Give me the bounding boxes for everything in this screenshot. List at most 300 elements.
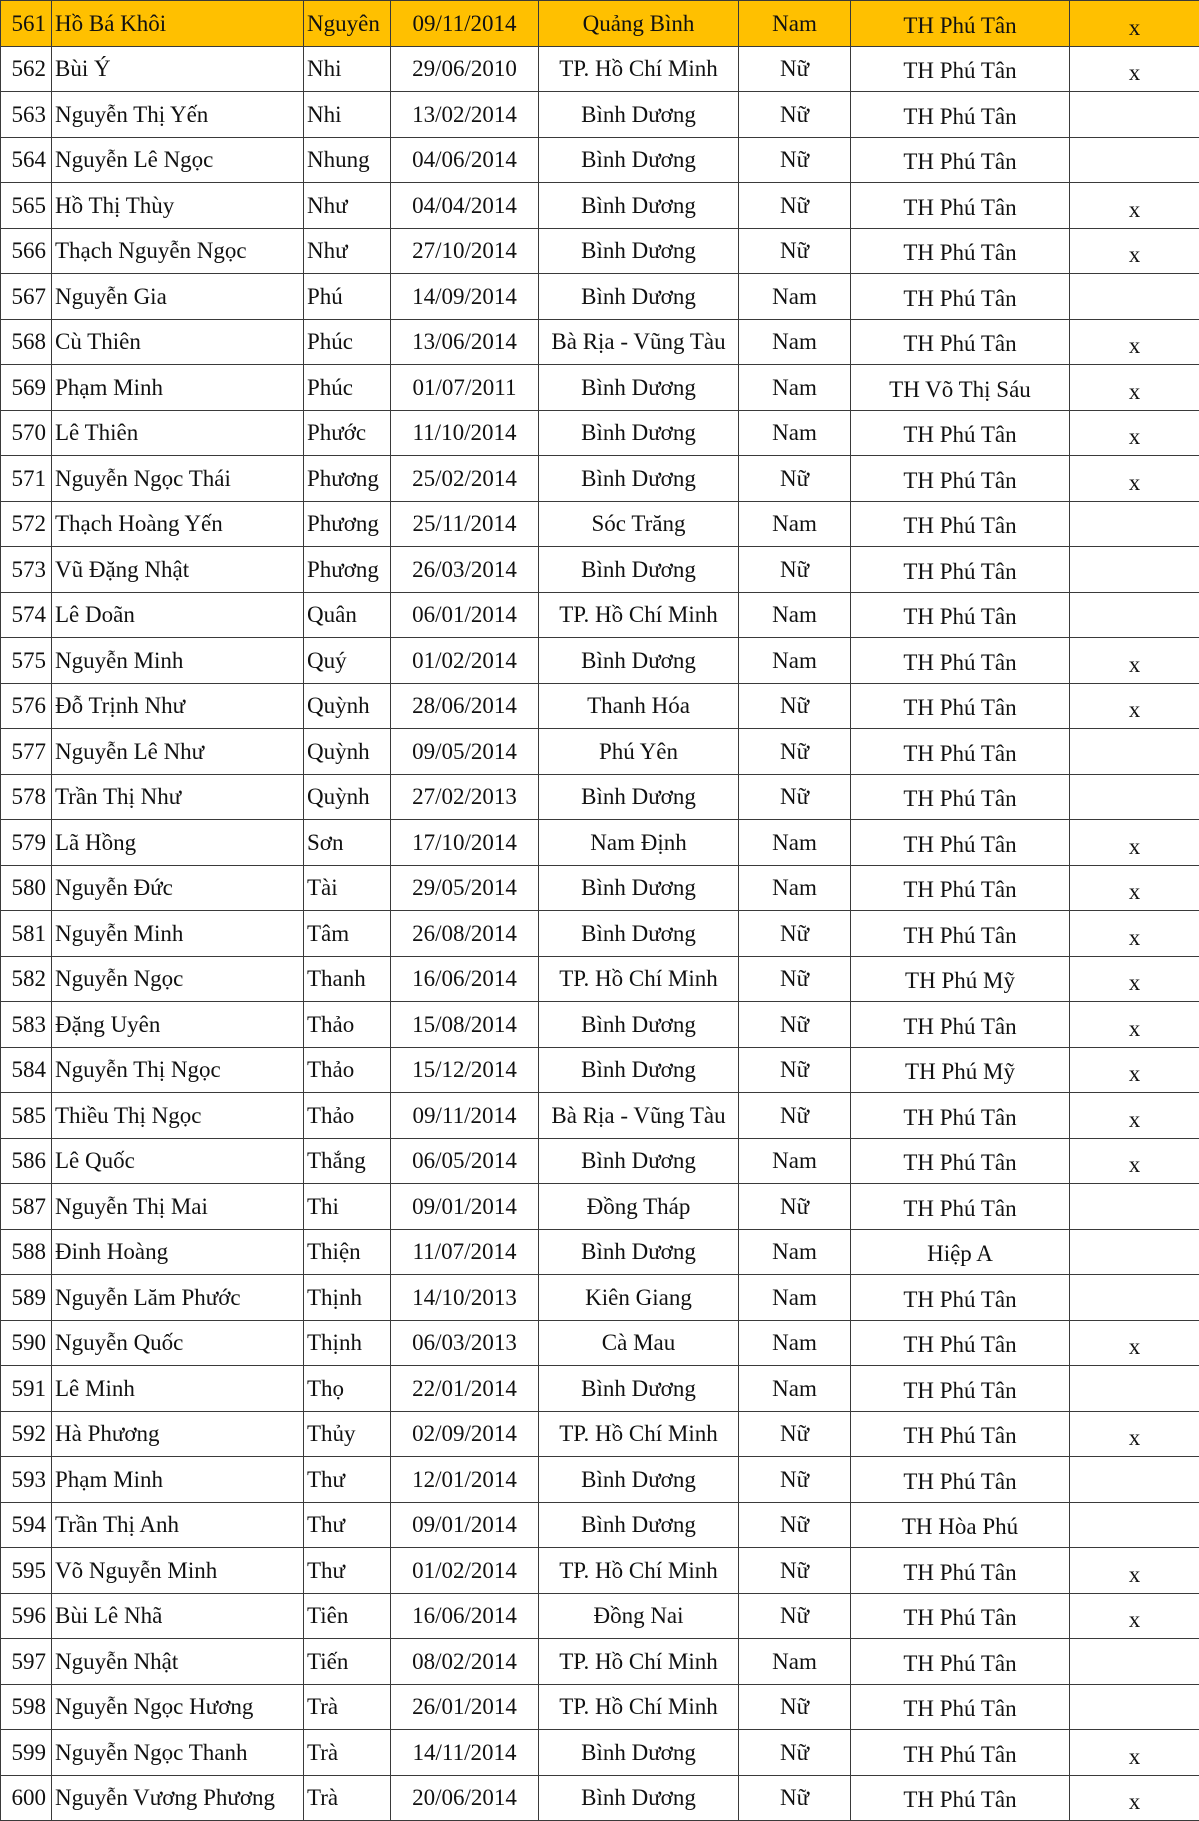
row-number-cell[interactable]: 571 — [1, 456, 52, 502]
gender-cell[interactable]: Nam — [739, 1138, 851, 1184]
last-middle-name-cell[interactable]: Đỗ Trịnh Như — [52, 683, 304, 729]
last-middle-name-cell[interactable]: Nguyễn Thị Mai — [52, 1184, 304, 1230]
mark-cell[interactable] — [1070, 1684, 1199, 1730]
school-cell[interactable]: TH Phú Tân — [851, 820, 1070, 866]
school-cell[interactable]: TH Phú Tân — [851, 1593, 1070, 1639]
birth-place-cell[interactable]: Bình Dương — [539, 1775, 739, 1821]
school-cell[interactable]: TH Phú Tân — [851, 729, 1070, 775]
school-cell[interactable]: TH Phú Tân — [851, 1457, 1070, 1503]
last-middle-name-cell[interactable]: Cù Thiên — [52, 319, 304, 365]
first-name-cell[interactable]: Quỳnh — [304, 729, 391, 775]
gender-cell[interactable]: Nam — [739, 1, 851, 47]
mark-cell[interactable] — [1070, 729, 1199, 775]
first-name-cell[interactable]: Nhung — [304, 137, 391, 183]
birth-place-cell[interactable]: Bình Dương — [539, 137, 739, 183]
table-row[interactable] — [1, 365, 1199, 411]
row-number-cell[interactable]: 564 — [1, 137, 52, 183]
birth-date-cell[interactable]: 14/11/2014 — [391, 1730, 539, 1776]
birth-date-cell[interactable]: 13/06/2014 — [391, 319, 539, 365]
row-number-cell[interactable]: 570 — [1, 410, 52, 456]
birth-place-cell[interactable]: Đồng Tháp — [539, 1184, 739, 1230]
gender-cell[interactable]: Nữ — [739, 1502, 851, 1548]
birth-place-cell[interactable]: TP. Hồ Chí Minh — [539, 592, 739, 638]
table-row[interactable] — [1, 1457, 1199, 1503]
table-row[interactable] — [1, 729, 1199, 775]
birth-place-cell[interactable]: TP. Hồ Chí Minh — [539, 46, 739, 92]
school-cell[interactable]: TH Phú Tân — [851, 1093, 1070, 1139]
mark-cell[interactable]: x — [1070, 865, 1199, 911]
gender-cell[interactable]: Nữ — [739, 1548, 851, 1594]
school-cell[interactable]: TH Phú Tân — [851, 1730, 1070, 1776]
last-middle-name-cell[interactable]: Hà Phương — [52, 1411, 304, 1457]
last-middle-name-cell[interactable]: Lê Quốc — [52, 1138, 304, 1184]
birth-date-cell[interactable]: 12/01/2014 — [391, 1457, 539, 1503]
row-number-cell[interactable]: 566 — [1, 228, 52, 274]
table-row[interactable] — [1, 46, 1199, 92]
table-row[interactable] — [1, 774, 1199, 820]
gender-cell[interactable]: Nam — [739, 638, 851, 684]
mark-cell[interactable] — [1070, 274, 1199, 320]
school-cell[interactable]: TH Phú Tân — [851, 274, 1070, 320]
birth-date-cell[interactable]: 25/02/2014 — [391, 456, 539, 502]
school-cell[interactable]: TH Phú Tân — [851, 501, 1070, 547]
mark-cell[interactable]: x — [1070, 456, 1199, 502]
last-middle-name-cell[interactable]: Nguyễn Minh — [52, 911, 304, 957]
mark-cell[interactable]: x — [1070, 365, 1199, 411]
last-middle-name-cell[interactable]: Nguyễn Đức — [52, 865, 304, 911]
table-row[interactable] — [1, 1275, 1199, 1321]
birth-place-cell[interactable]: Kiên Giang — [539, 1275, 739, 1321]
birth-place-cell[interactable]: Bình Dương — [539, 1229, 739, 1275]
gender-cell[interactable]: Nữ — [739, 46, 851, 92]
last-middle-name-cell[interactable]: Nguyễn Gia — [52, 274, 304, 320]
row-number-cell[interactable]: 600 — [1, 1775, 52, 1821]
birth-date-cell[interactable]: 26/01/2014 — [391, 1684, 539, 1730]
gender-cell[interactable]: Nữ — [739, 137, 851, 183]
birth-place-cell[interactable]: TP. Hồ Chí Minh — [539, 1548, 739, 1594]
row-number-cell[interactable]: 582 — [1, 956, 52, 1002]
last-middle-name-cell[interactable]: Nguyễn Quốc — [52, 1320, 304, 1366]
last-middle-name-cell[interactable]: Lê Doãn — [52, 592, 304, 638]
last-middle-name-cell[interactable]: Vũ Đặng Nhật — [52, 547, 304, 593]
first-name-cell[interactable]: Quỳnh — [304, 774, 391, 820]
birth-place-cell[interactable]: Bình Dương — [539, 547, 739, 593]
first-name-cell[interactable]: Thọ — [304, 1366, 391, 1412]
mark-cell[interactable] — [1070, 92, 1199, 138]
first-name-cell[interactable]: Phương — [304, 501, 391, 547]
school-cell[interactable]: TH Phú Mỹ — [851, 956, 1070, 1002]
birth-date-cell[interactable]: 02/09/2014 — [391, 1411, 539, 1457]
last-middle-name-cell[interactable]: Phạm Minh — [52, 1457, 304, 1503]
row-number-cell[interactable]: 584 — [1, 1047, 52, 1093]
birth-date-cell[interactable]: 26/08/2014 — [391, 911, 539, 957]
table-row[interactable] — [1, 228, 1199, 274]
birth-date-cell[interactable]: 27/10/2014 — [391, 228, 539, 274]
mark-cell[interactable]: x — [1070, 1093, 1199, 1139]
first-name-cell[interactable]: Thảo — [304, 1047, 391, 1093]
last-middle-name-cell[interactable]: Nguyễn Vương Phương — [52, 1775, 304, 1821]
gender-cell[interactable]: Nam — [739, 274, 851, 320]
table-row[interactable] — [1, 1684, 1199, 1730]
birth-place-cell[interactable]: Bà Rịa - Vũng Tàu — [539, 1093, 739, 1139]
table-row[interactable] — [1, 592, 1199, 638]
row-number-cell[interactable]: 583 — [1, 1002, 52, 1048]
birth-date-cell[interactable]: 29/05/2014 — [391, 865, 539, 911]
table-row[interactable] — [1, 1502, 1199, 1548]
birth-date-cell[interactable]: 06/03/2013 — [391, 1320, 539, 1366]
last-middle-name-cell[interactable]: Lã Hồng — [52, 820, 304, 866]
first-name-cell[interactable]: Thanh — [304, 956, 391, 1002]
last-middle-name-cell[interactable]: Bùi Lê Nhã — [52, 1593, 304, 1639]
birth-date-cell[interactable]: 09/01/2014 — [391, 1502, 539, 1548]
birth-date-cell[interactable]: 09/11/2014 — [391, 1093, 539, 1139]
row-number-cell[interactable]: 594 — [1, 1502, 52, 1548]
table-row[interactable] — [1, 547, 1199, 593]
last-middle-name-cell[interactable]: Đặng Uyên — [52, 1002, 304, 1048]
gender-cell[interactable]: Nam — [739, 410, 851, 456]
row-number-cell[interactable]: 567 — [1, 274, 52, 320]
mark-cell[interactable]: x — [1070, 911, 1199, 957]
mark-cell[interactable]: x — [1070, 820, 1199, 866]
last-middle-name-cell[interactable]: Nguyễn Minh — [52, 638, 304, 684]
birth-date-cell[interactable]: 11/10/2014 — [391, 410, 539, 456]
row-number-cell[interactable]: 580 — [1, 865, 52, 911]
table-row[interactable] — [1, 1047, 1199, 1093]
birth-date-cell[interactable]: 13/02/2014 — [391, 92, 539, 138]
row-number-cell[interactable]: 561 — [1, 1, 52, 47]
row-number-cell[interactable]: 599 — [1, 1730, 52, 1776]
first-name-cell[interactable]: Thư — [304, 1548, 391, 1594]
row-number-cell[interactable]: 598 — [1, 1684, 52, 1730]
birth-date-cell[interactable]: 16/06/2014 — [391, 1593, 539, 1639]
gender-cell[interactable]: Nữ — [739, 1457, 851, 1503]
table-row[interactable] — [1, 1184, 1199, 1230]
first-name-cell[interactable]: Thủy — [304, 1411, 391, 1457]
school-cell[interactable]: TH Phú Tân — [851, 1, 1070, 47]
last-middle-name-cell[interactable]: Nguyễn Ngọc Thanh — [52, 1730, 304, 1776]
birth-date-cell[interactable]: 04/04/2014 — [391, 183, 539, 229]
last-middle-name-cell[interactable]: Nguyễn Ngọc — [52, 956, 304, 1002]
school-cell[interactable]: TH Phú Mỹ — [851, 1047, 1070, 1093]
birth-place-cell[interactable]: TP. Hồ Chí Minh — [539, 1411, 739, 1457]
birth-place-cell[interactable]: Bình Dương — [539, 1457, 739, 1503]
gender-cell[interactable]: Nam — [739, 319, 851, 365]
gender-cell[interactable]: Nữ — [739, 911, 851, 957]
birth-place-cell[interactable]: Sóc Trăng — [539, 501, 739, 547]
row-number-cell[interactable]: 590 — [1, 1320, 52, 1366]
gender-cell[interactable]: Nữ — [739, 1730, 851, 1776]
mark-cell[interactable] — [1070, 547, 1199, 593]
gender-cell[interactable]: Nữ — [739, 92, 851, 138]
birth-date-cell[interactable]: 26/03/2014 — [391, 547, 539, 593]
gender-cell[interactable]: Nữ — [739, 1775, 851, 1821]
first-name-cell[interactable]: Phương — [304, 456, 391, 502]
birth-date-cell[interactable]: 29/06/2010 — [391, 46, 539, 92]
birth-place-cell[interactable]: Bình Dương — [539, 274, 739, 320]
school-cell[interactable]: TH Võ Thị Sáu — [851, 365, 1070, 411]
gender-cell[interactable]: Nam — [739, 592, 851, 638]
gender-cell[interactable]: Nam — [739, 1229, 851, 1275]
first-name-cell[interactable]: Tiên — [304, 1593, 391, 1639]
table-row[interactable] — [1, 1775, 1199, 1821]
first-name-cell[interactable]: Nguyên — [304, 1, 391, 47]
first-name-cell[interactable]: Thư — [304, 1457, 391, 1503]
school-cell[interactable]: TH Phú Tân — [851, 1275, 1070, 1321]
row-number-cell[interactable]: 586 — [1, 1138, 52, 1184]
gender-cell[interactable]: Nữ — [739, 956, 851, 1002]
birth-date-cell[interactable]: 04/06/2014 — [391, 137, 539, 183]
school-cell[interactable]: TH Phú Tân — [851, 865, 1070, 911]
birth-date-cell[interactable]: 17/10/2014 — [391, 820, 539, 866]
row-number-cell[interactable]: 592 — [1, 1411, 52, 1457]
birth-date-cell[interactable]: 20/06/2014 — [391, 1775, 539, 1821]
table-row[interactable] — [1, 1639, 1199, 1685]
birth-date-cell[interactable]: 09/11/2014 — [391, 1, 539, 47]
school-cell[interactable]: TH Hòa Phú — [851, 1502, 1070, 1548]
first-name-cell[interactable]: Thắng — [304, 1138, 391, 1184]
mark-cell[interactable]: x — [1070, 1775, 1199, 1821]
table-row[interactable] — [1, 274, 1199, 320]
table-row[interactable] — [1, 137, 1199, 183]
last-middle-name-cell[interactable]: Hồ Bá Khôi — [52, 1, 304, 47]
birth-date-cell[interactable]: 08/02/2014 — [391, 1639, 539, 1685]
school-cell[interactable]: TH Phú Tân — [851, 774, 1070, 820]
mark-cell[interactable]: x — [1070, 1, 1199, 47]
first-name-cell[interactable]: Phúc — [304, 365, 391, 411]
row-number-cell[interactable]: 589 — [1, 1275, 52, 1321]
row-number-cell[interactable]: 595 — [1, 1548, 52, 1594]
school-cell[interactable]: Hiệp A — [851, 1229, 1070, 1275]
birth-place-cell[interactable]: Bình Dương — [539, 1366, 739, 1412]
birth-date-cell[interactable]: 01/02/2014 — [391, 1548, 539, 1594]
birth-place-cell[interactable]: Bình Dương — [539, 1047, 739, 1093]
last-middle-name-cell[interactable]: Lê Minh — [52, 1366, 304, 1412]
birth-place-cell[interactable]: Bình Dương — [539, 365, 739, 411]
first-name-cell[interactable]: Tâm — [304, 911, 391, 957]
table-row[interactable] — [1, 1411, 1199, 1457]
last-middle-name-cell[interactable]: Thạch Nguyễn Ngọc — [52, 228, 304, 274]
birth-date-cell[interactable]: 27/02/2013 — [391, 774, 539, 820]
gender-cell[interactable]: Nam — [739, 820, 851, 866]
row-number-cell[interactable]: 591 — [1, 1366, 52, 1412]
first-name-cell[interactable]: Quý — [304, 638, 391, 684]
mark-cell[interactable] — [1070, 137, 1199, 183]
last-middle-name-cell[interactable]: Nguyễn Ngọc Thái — [52, 456, 304, 502]
table-row[interactable] — [1, 638, 1199, 684]
mark-cell[interactable]: x — [1070, 1138, 1199, 1184]
gender-cell[interactable]: Nam — [739, 1639, 851, 1685]
school-cell[interactable]: TH Phú Tân — [851, 592, 1070, 638]
mark-cell[interactable]: x — [1070, 319, 1199, 365]
mark-cell[interactable] — [1070, 1275, 1199, 1321]
row-number-cell[interactable]: 575 — [1, 638, 52, 684]
table-row[interactable] — [1, 1093, 1199, 1139]
table-row[interactable] — [1, 1730, 1199, 1776]
last-middle-name-cell[interactable]: Nguyễn Lăm Phước — [52, 1275, 304, 1321]
school-cell[interactable]: TH Phú Tân — [851, 1138, 1070, 1184]
row-number-cell[interactable]: 569 — [1, 365, 52, 411]
first-name-cell[interactable]: Thịnh — [304, 1320, 391, 1366]
row-number-cell[interactable]: 576 — [1, 683, 52, 729]
mark-cell[interactable] — [1070, 1502, 1199, 1548]
first-name-cell[interactable]: Nhi — [304, 46, 391, 92]
birth-place-cell[interactable]: Cà Mau — [539, 1320, 739, 1366]
gender-cell[interactable]: Nữ — [739, 1593, 851, 1639]
birth-date-cell[interactable]: 15/08/2014 — [391, 1002, 539, 1048]
gender-cell[interactable]: Nam — [739, 365, 851, 411]
row-number-cell[interactable]: 579 — [1, 820, 52, 866]
last-middle-name-cell[interactable]: Đinh Hoàng — [52, 1229, 304, 1275]
gender-cell[interactable]: Nữ — [739, 1002, 851, 1048]
birth-place-cell[interactable]: Đồng Nai — [539, 1593, 739, 1639]
birth-place-cell[interactable]: Thanh Hóa — [539, 683, 739, 729]
row-number-cell[interactable]: 562 — [1, 46, 52, 92]
gender-cell[interactable]: Nữ — [739, 547, 851, 593]
birth-place-cell[interactable]: Bình Dương — [539, 1138, 739, 1184]
birth-date-cell[interactable]: 11/07/2014 — [391, 1229, 539, 1275]
school-cell[interactable]: TH Phú Tân — [851, 547, 1070, 593]
last-middle-name-cell[interactable]: Phạm Minh — [52, 365, 304, 411]
mark-cell[interactable]: x — [1070, 1730, 1199, 1776]
birth-date-cell[interactable]: 01/07/2011 — [391, 365, 539, 411]
gender-cell[interactable]: Nam — [739, 1366, 851, 1412]
gender-cell[interactable]: Nữ — [739, 1184, 851, 1230]
gender-cell[interactable]: Nữ — [739, 729, 851, 775]
school-cell[interactable]: TH Phú Tân — [851, 1002, 1070, 1048]
table-row[interactable] — [1, 911, 1199, 957]
birth-place-cell[interactable]: Bà Rịa - Vũng Tàu — [539, 319, 739, 365]
last-middle-name-cell[interactable]: Trần Thị Anh — [52, 1502, 304, 1548]
table-row[interactable] — [1, 183, 1199, 229]
first-name-cell[interactable]: Trà — [304, 1730, 391, 1776]
table-row[interactable] — [1, 1320, 1199, 1366]
school-cell[interactable]: TH Phú Tân — [851, 911, 1070, 957]
birth-place-cell[interactable]: Quảng Bình — [539, 1, 739, 47]
first-name-cell[interactable]: Phú — [304, 274, 391, 320]
gender-cell[interactable]: Nữ — [739, 1411, 851, 1457]
last-middle-name-cell[interactable]: Nguyễn Ngọc Hương — [52, 1684, 304, 1730]
birth-date-cell[interactable]: 16/06/2014 — [391, 956, 539, 1002]
table-row[interactable] — [1, 956, 1199, 1002]
row-number-cell[interactable]: 578 — [1, 774, 52, 820]
birth-date-cell[interactable]: 09/05/2014 — [391, 729, 539, 775]
birth-place-cell[interactable]: Nam Định — [539, 820, 739, 866]
last-middle-name-cell[interactable]: Thiều Thị Ngọc — [52, 1093, 304, 1139]
birth-place-cell[interactable]: TP. Hồ Chí Minh — [539, 1684, 739, 1730]
birth-date-cell[interactable]: 28/06/2014 — [391, 683, 539, 729]
mark-cell[interactable]: x — [1070, 1411, 1199, 1457]
first-name-cell[interactable]: Thịnh — [304, 1275, 391, 1321]
last-middle-name-cell[interactable]: Hồ Thị Thùy — [52, 183, 304, 229]
row-number-cell[interactable]: 588 — [1, 1229, 52, 1275]
birth-place-cell[interactable]: Bình Dương — [539, 410, 739, 456]
gender-cell[interactable]: Nữ — [739, 183, 851, 229]
first-name-cell[interactable]: Thi — [304, 1184, 391, 1230]
row-number-cell[interactable]: 596 — [1, 1593, 52, 1639]
row-number-cell[interactable]: 565 — [1, 183, 52, 229]
table-row[interactable] — [1, 456, 1199, 502]
mark-cell[interactable]: x — [1070, 683, 1199, 729]
mark-cell[interactable]: x — [1070, 46, 1199, 92]
school-cell[interactable]: TH Phú Tân — [851, 1184, 1070, 1230]
row-number-cell[interactable]: 587 — [1, 1184, 52, 1230]
last-middle-name-cell[interactable]: Nguyễn Lê Như — [52, 729, 304, 775]
mark-cell[interactable]: x — [1070, 228, 1199, 274]
table-row[interactable] — [1, 1002, 1199, 1048]
mark-cell[interactable] — [1070, 1366, 1199, 1412]
mark-cell[interactable] — [1070, 501, 1199, 547]
school-cell[interactable]: TH Phú Tân — [851, 137, 1070, 183]
row-number-cell[interactable]: 568 — [1, 319, 52, 365]
first-name-cell[interactable]: Sơn — [304, 820, 391, 866]
birth-place-cell[interactable]: Bình Dương — [539, 911, 739, 957]
first-name-cell[interactable]: Thảo — [304, 1002, 391, 1048]
row-number-cell[interactable]: 585 — [1, 1093, 52, 1139]
table-row[interactable] — [1, 1548, 1199, 1594]
row-number-cell[interactable]: 563 — [1, 92, 52, 138]
first-name-cell[interactable]: Phương — [304, 547, 391, 593]
first-name-cell[interactable]: Nhi — [304, 92, 391, 138]
birth-date-cell[interactable]: 25/11/2014 — [391, 501, 539, 547]
first-name-cell[interactable]: Phước — [304, 410, 391, 456]
mark-cell[interactable] — [1070, 1184, 1199, 1230]
mark-cell[interactable]: x — [1070, 1320, 1199, 1366]
mark-cell[interactable]: x — [1070, 1593, 1199, 1639]
last-middle-name-cell[interactable]: Nguyễn Nhật — [52, 1639, 304, 1685]
row-number-cell[interactable]: 577 — [1, 729, 52, 775]
school-cell[interactable]: TH Phú Tân — [851, 92, 1070, 138]
first-name-cell[interactable]: Thảo — [304, 1093, 391, 1139]
birth-place-cell[interactable]: Phú Yên — [539, 729, 739, 775]
birth-place-cell[interactable]: Bình Dương — [539, 183, 739, 229]
table-row[interactable] — [1, 319, 1199, 365]
birth-place-cell[interactable]: TP. Hồ Chí Minh — [539, 956, 739, 1002]
school-cell[interactable]: TH Phú Tân — [851, 456, 1070, 502]
school-cell[interactable]: TH Phú Tân — [851, 228, 1070, 274]
school-cell[interactable]: TH Phú Tân — [851, 1639, 1070, 1685]
mark-cell[interactable] — [1070, 774, 1199, 820]
mark-cell[interactable]: x — [1070, 1548, 1199, 1594]
mark-cell[interactable] — [1070, 1639, 1199, 1685]
birth-date-cell[interactable]: 14/10/2013 — [391, 1275, 539, 1321]
mark-cell[interactable]: x — [1070, 1047, 1199, 1093]
table-row[interactable] — [1, 410, 1199, 456]
gender-cell[interactable]: Nam — [739, 865, 851, 911]
first-name-cell[interactable]: Thiện — [304, 1229, 391, 1275]
school-cell[interactable]: TH Phú Tân — [851, 319, 1070, 365]
birth-place-cell[interactable]: Bình Dương — [539, 92, 739, 138]
school-cell[interactable]: TH Phú Tân — [851, 46, 1070, 92]
mark-cell[interactable]: x — [1070, 410, 1199, 456]
birth-place-cell[interactable]: Bình Dương — [539, 456, 739, 502]
mark-cell[interactable]: x — [1070, 638, 1199, 684]
table-row[interactable] — [1, 1593, 1199, 1639]
birth-place-cell[interactable]: Bình Dương — [539, 638, 739, 684]
gender-cell[interactable]: Nam — [739, 1275, 851, 1321]
mark-cell[interactable] — [1070, 592, 1199, 638]
birth-date-cell[interactable]: 09/01/2014 — [391, 1184, 539, 1230]
birth-date-cell[interactable]: 22/01/2014 — [391, 1366, 539, 1412]
first-name-cell[interactable]: Thư — [304, 1502, 391, 1548]
birth-place-cell[interactable]: Bình Dương — [539, 865, 739, 911]
table-row[interactable] — [1, 1138, 1199, 1184]
birth-place-cell[interactable]: Bình Dương — [539, 1502, 739, 1548]
gender-cell[interactable]: Nữ — [739, 683, 851, 729]
school-cell[interactable]: TH Phú Tân — [851, 1366, 1070, 1412]
first-name-cell[interactable]: Quân — [304, 592, 391, 638]
table-row[interactable] — [1, 820, 1199, 866]
table-row[interactable] — [1, 501, 1199, 547]
